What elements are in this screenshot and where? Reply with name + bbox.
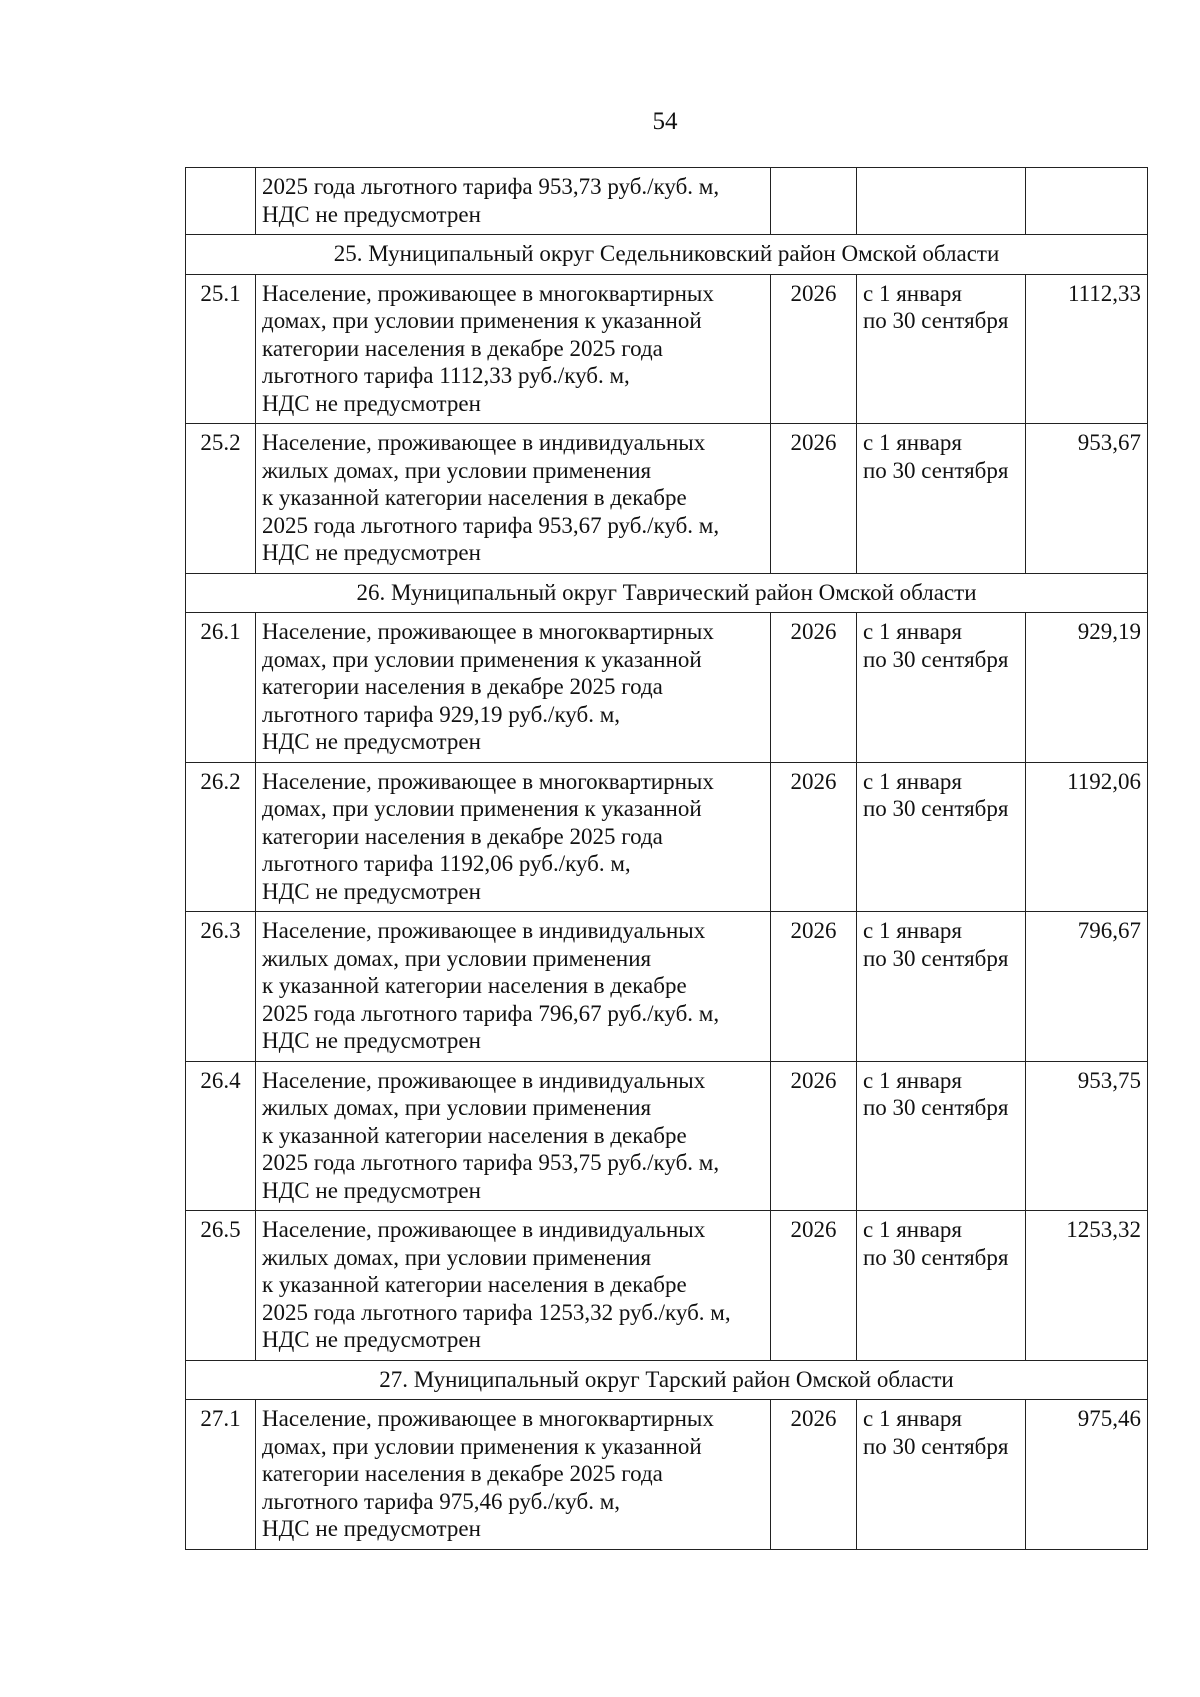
table-row [186, 912, 1148, 1062]
page-number: 54 [652, 108, 678, 135]
period-end: по 30 сентября [863, 1433, 1009, 1459]
row-period [857, 1061, 1026, 1211]
row-period [857, 168, 1026, 235]
row-period [857, 613, 1026, 763]
description-line: НДС не предусмотрен [262, 1327, 481, 1352]
description-line: домах, при условии применения к указанной [262, 646, 702, 672]
row-period [857, 1400, 1026, 1550]
table-row [186, 274, 1148, 424]
row-year: 2026 [771, 274, 857, 424]
row-price: 953,67 [1026, 424, 1148, 574]
description-line: Население, проживающее в многоквартирных [262, 619, 714, 644]
description-line: домах, при условии применения к указанной [262, 796, 702, 821]
row-price: 929,19 [1026, 613, 1148, 763]
row-number: 26.1 [186, 613, 256, 763]
section-title: 26. Муниципальный округ Таврический район Омской области [186, 573, 1148, 613]
description-line: категории населения в декабре 2025 года [262, 1461, 663, 1486]
description-line: Население, проживающее в индивидуальных [262, 918, 706, 943]
table-row [186, 1400, 1148, 1550]
row-description [256, 613, 771, 763]
description-line: НДС не предусмотрен [262, 201, 481, 227]
description-line: льготного тарифа 1112,33 руб./куб. м, [262, 363, 630, 388]
description-line: жилых домах, при условии применения [262, 1244, 652, 1270]
description-line: Население, проживающее в индивидуальных [262, 1217, 706, 1242]
row-number: 25.1 [186, 274, 256, 424]
table-row [186, 762, 1148, 912]
row-description [256, 912, 771, 1062]
period-end: по 30 сентября [863, 646, 1009, 672]
description-line: Население, проживающее в многоквартирных [262, 280, 714, 306]
period-end: по 30 сентября [863, 796, 1009, 821]
description-line: жилых домах, при условии применения [262, 1095, 652, 1120]
description-line: домах, при условии применения к указанной [262, 1433, 702, 1459]
description-line: НДС не предусмотрен [262, 1516, 481, 1541]
period-start: с 1 января [863, 619, 962, 644]
section-header-row [186, 235, 1148, 275]
description-line: к указанной категории населения в декабре [262, 973, 687, 998]
row-description [256, 1400, 771, 1550]
row-period [857, 274, 1026, 424]
section-title: 25. Муниципальный округ Седельниковский район Омской области [186, 235, 1148, 275]
row-description [256, 424, 771, 574]
section-title: 27. Муниципальный округ Тарский район Омской области [186, 1360, 1148, 1400]
description-line: льготного тарифа 975,46 руб./куб. м, [262, 1488, 620, 1514]
tariff-table [185, 167, 1148, 1550]
description-line: жилых домах, при условии применения [262, 945, 652, 971]
period-start: с 1 января [863, 1217, 962, 1242]
row-price: 1253,32 [1026, 1211, 1148, 1361]
period-start: с 1 января [863, 1067, 962, 1093]
row-year: 2026 [771, 1400, 857, 1550]
description-line: НДС не предусмотрен [262, 878, 481, 904]
period-start: с 1 января [863, 768, 962, 794]
period-end: по 30 сентября [863, 945, 1009, 971]
row-price [1026, 168, 1148, 235]
row-number: 27.1 [186, 1400, 256, 1550]
row-period [857, 762, 1026, 912]
period-end: по 30 сентября [863, 1095, 1009, 1120]
row-year: 2026 [771, 912, 857, 1062]
description-line: 2025 года льготного тарифа 953,73 руб./куб. м, [262, 174, 720, 199]
description-line: НДС не предусмотрен [262, 390, 481, 416]
row-price: 953,75 [1026, 1061, 1148, 1211]
row-number: 26.3 [186, 912, 256, 1062]
row-price: 975,46 [1026, 1400, 1148, 1550]
row-description [256, 274, 771, 424]
row-description [256, 168, 771, 235]
description-line: к указанной категории населения в декабре [262, 1122, 687, 1148]
row-description [256, 762, 771, 912]
description-line: Население, проживающее в многоквартирных [262, 768, 714, 794]
description-line: категории населения в декабре 2025 года [262, 674, 663, 699]
description-line: к указанной категории населения в декабре [262, 485, 687, 510]
continuation-row [186, 168, 1148, 235]
row-year: 2026 [771, 1211, 857, 1361]
section-header-row [186, 573, 1148, 613]
period-end: по 30 сентября [863, 308, 1009, 333]
tariff-table-body [186, 168, 1148, 1550]
description-line: 2025 года льготного тарифа 796,67 руб./куб. м, [262, 1000, 720, 1026]
row-price: 796,67 [1026, 912, 1148, 1062]
row-number [186, 168, 256, 235]
table-row [186, 1211, 1148, 1361]
description-line: категории населения в декабре 2025 года [262, 823, 663, 849]
row-price: 1112,33 [1026, 274, 1148, 424]
period-start: с 1 января [863, 280, 962, 306]
description-line: льготного тарифа 929,19 руб./куб. м, [262, 701, 620, 727]
description-line: НДС не предусмотрен [262, 1177, 481, 1203]
row-year: 2026 [771, 424, 857, 574]
description-line: категории населения в декабре 2025 года [262, 335, 663, 361]
table-row [186, 613, 1148, 763]
row-number: 26.2 [186, 762, 256, 912]
period-start: с 1 января [863, 1406, 962, 1431]
description-line: 2025 года льготного тарифа 1253,32 руб./куб. м, [262, 1299, 731, 1325]
period-end: по 30 сентября [863, 1244, 1009, 1270]
description-line: жилых домах, при условии применения [262, 457, 652, 483]
row-year: 2026 [771, 1061, 857, 1211]
row-number: 26.4 [186, 1061, 256, 1211]
row-description [256, 1211, 771, 1361]
row-year: 2026 [771, 762, 857, 912]
period-start: с 1 января [863, 918, 962, 943]
description-line: Население, проживающее в индивидуальных [262, 1067, 706, 1093]
table-row [186, 1061, 1148, 1211]
period-start: с 1 января [863, 430, 962, 455]
description-line: Население, проживающее в многоквартирных [262, 1406, 714, 1431]
description-line: домах, при условии применения к указанной [262, 308, 702, 333]
row-number: 26.5 [186, 1211, 256, 1361]
row-number: 25.2 [186, 424, 256, 574]
description-line: 2025 года льготного тарифа 953,75 руб./куб. м, [262, 1150, 720, 1175]
description-line: 2025 года льготного тарифа 953,67 руб./куб. м, [262, 512, 720, 538]
row-price: 1192,06 [1026, 762, 1148, 912]
row-period [857, 1211, 1026, 1361]
description-line: НДС не предусмотрен [262, 729, 481, 754]
description-line: Население, проживающее в индивидуальных [262, 430, 706, 455]
description-line: НДС не предусмотрен [262, 540, 481, 565]
row-year: 2026 [771, 613, 857, 763]
description-line: НДС не предусмотрен [262, 1028, 481, 1053]
description-line: к указанной категории населения в декабре [262, 1272, 687, 1297]
section-header-row [186, 1360, 1148, 1400]
table-row [186, 424, 1148, 574]
row-period [857, 912, 1026, 1062]
period-end: по 30 сентября [863, 457, 1009, 483]
row-year [771, 168, 857, 235]
row-description [256, 1061, 771, 1211]
row-period [857, 424, 1026, 574]
description-line: льготного тарифа 1192,06 руб./куб. м, [262, 851, 631, 876]
